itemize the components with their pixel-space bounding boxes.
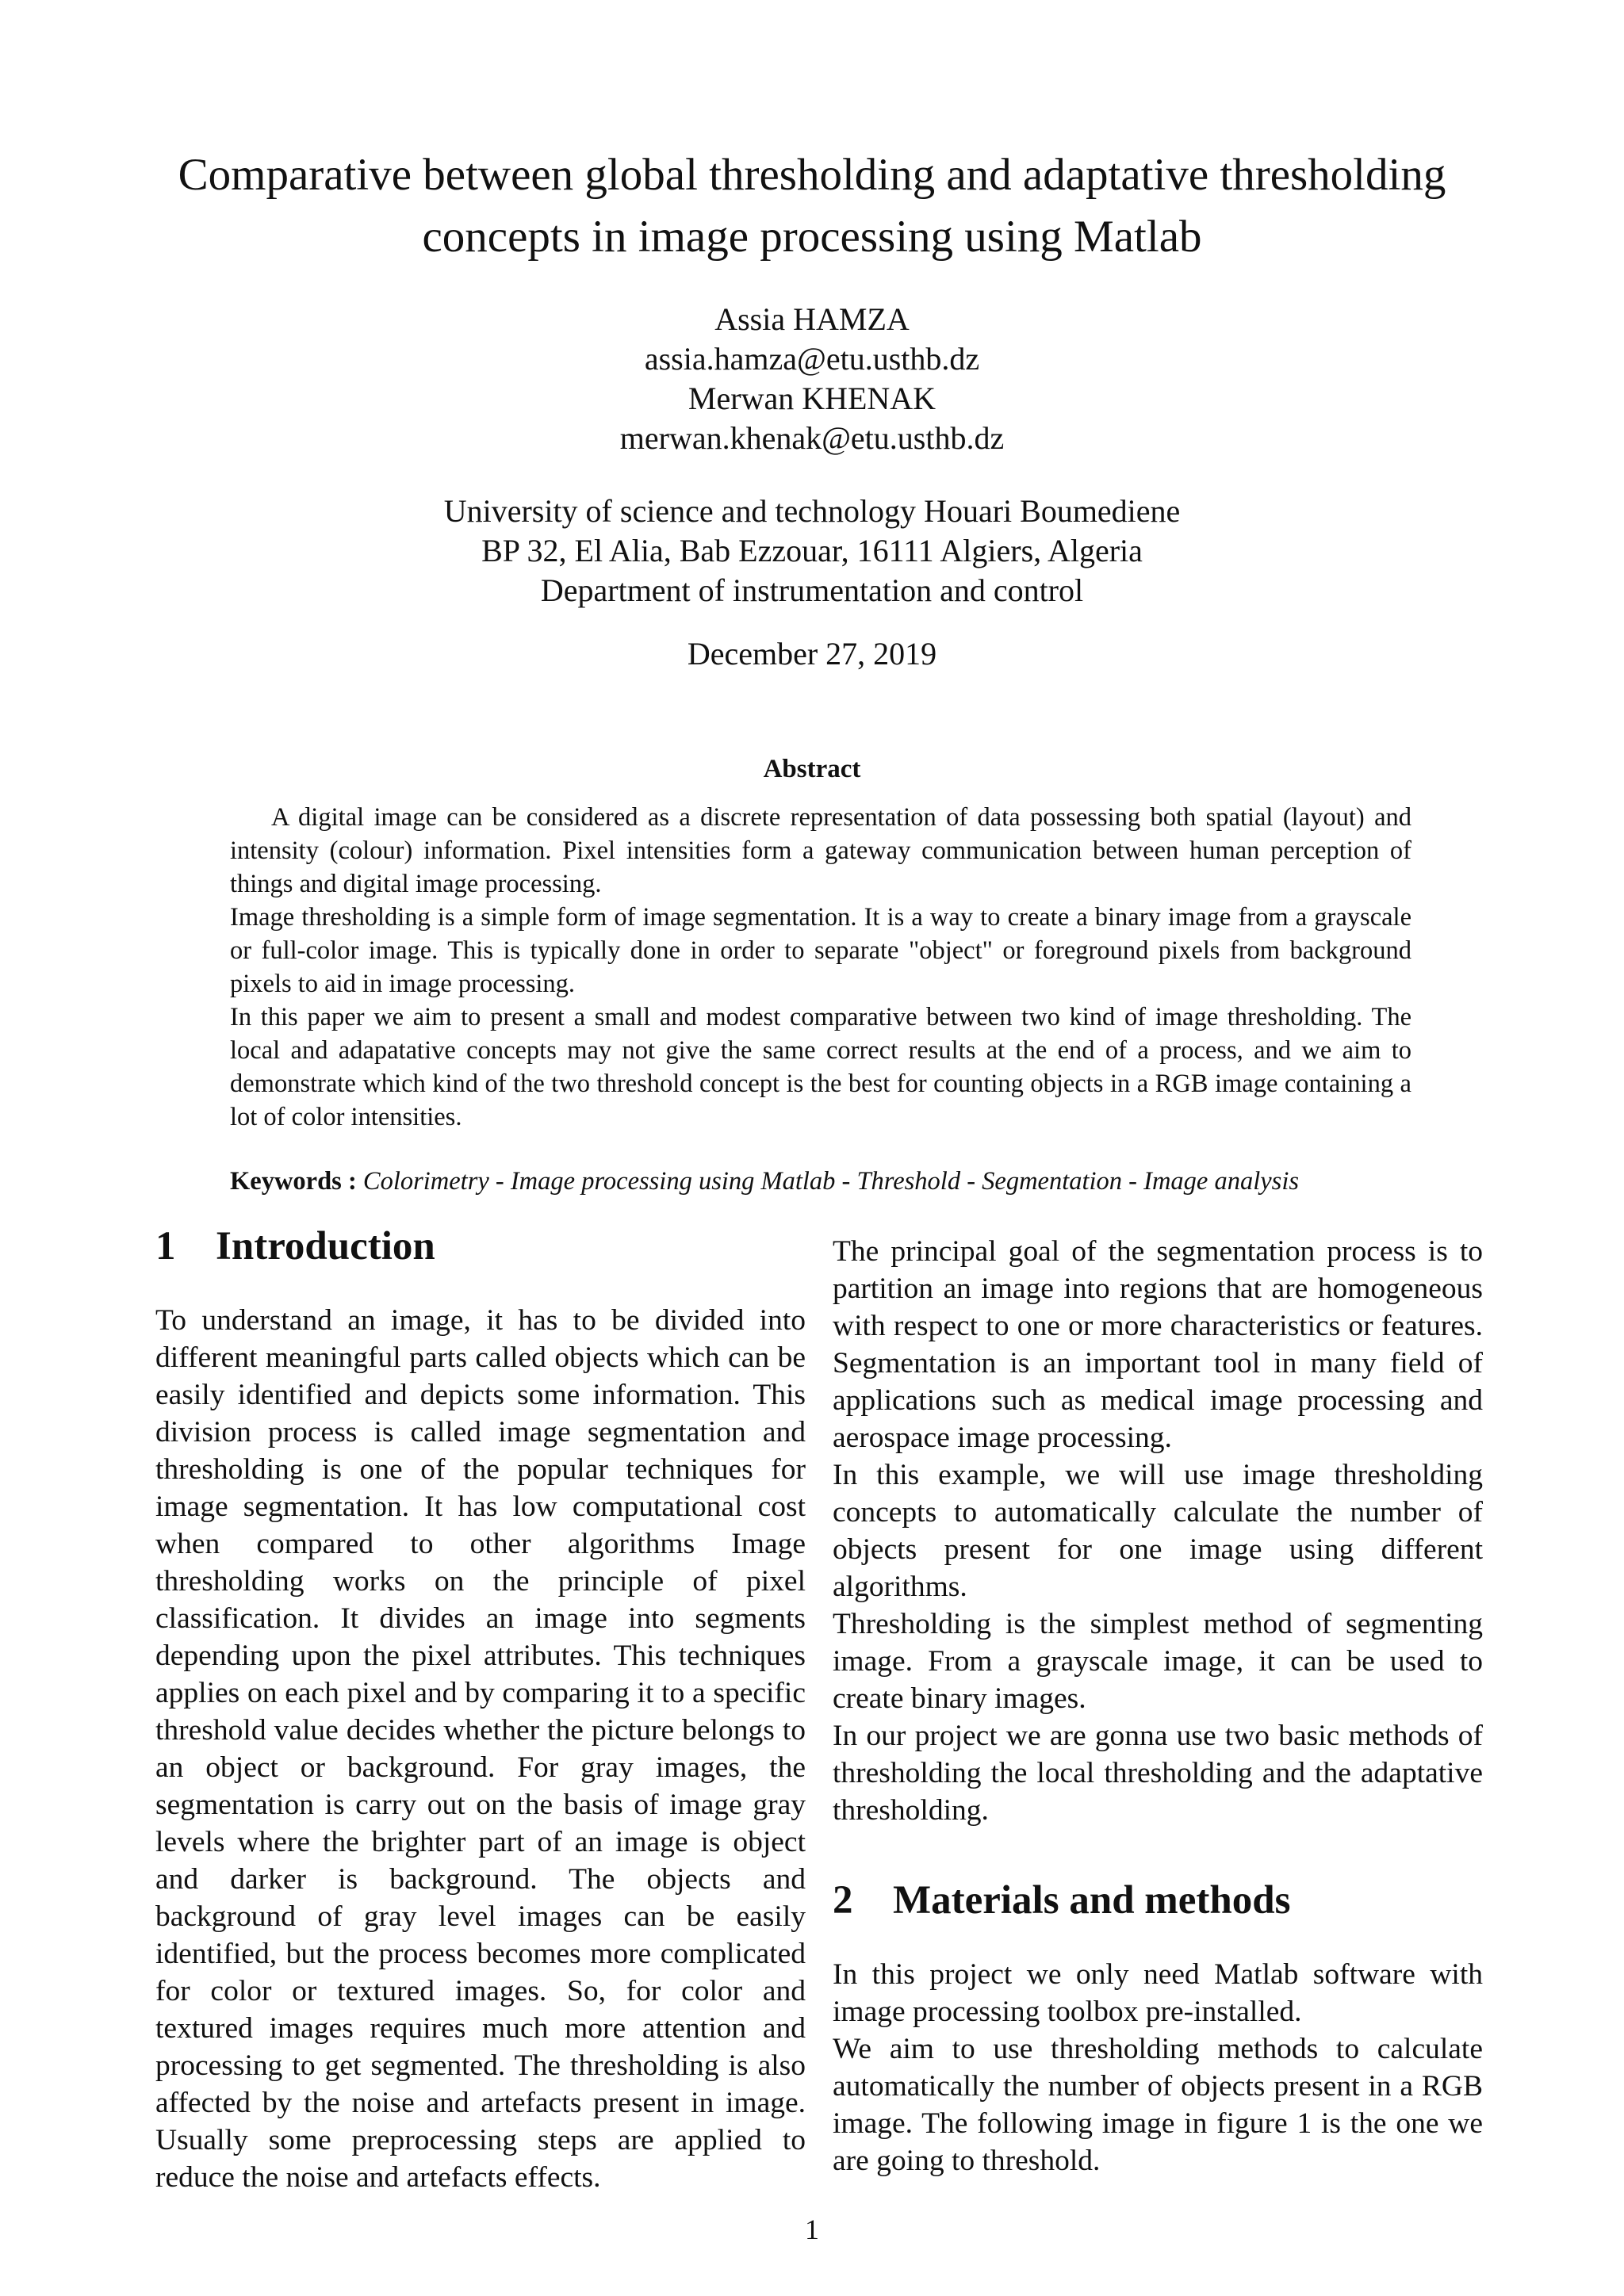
author-email: assia.hamza@etu.usthb.dz <box>644 341 980 377</box>
keywords-text: Colorimetry - Image processing using Matlab - Threshold - Segmentation - Image analysis <box>362 1167 1299 1196</box>
author-email: merwan.khenak@etu.usthb.dz <box>619 420 1005 456</box>
abstract-paragraph: Image thresholding is a simple form of image segmentation. It is a way to create a binary image from a grayscale or full-color image. This is typically done in order to separate "object" or foreground pixels from background pixels to aid in image processing. <box>230 903 1411 998</box>
section-heading-materials-and-methods <box>833 1875 1483 1926</box>
abstract-paragraph: A digital image can be considered as a discrete representation of data possessing both spatial (layout) and intensity (colour) information. Pixel intensities form a gateway communication between human perception of things and digital image processing. <box>230 803 1411 898</box>
abstract-paragraph: In this paper we aim to present a small and modest comparative between two kind of image thresholding. The local and adapatative concepts may not give the same correct results at the end of a process, and we aim to demonstrate which kind of the two threshold concept is the best for counting objects in a RGB image containing a lot of color intensities. <box>230 1003 1411 1131</box>
body-paragraph: Thresholding is the simplest method of segmenting image. From a grayscale image, it can be used to create binary images. <box>833 1608 1483 1715</box>
section-number: 2 <box>833 1878 853 1923</box>
body-paragraph: To understand an image, it has to be divided into different meaningful parts called objects which can be easily identified and depicts some information. This division process is called image segmentation and thresholding is one of the popular techniques for image segmentation. It has low computational cost when compared to other algorithms Image thresholding works on the principle of pixel classification. It divides an image into segments depending upon the pixel attributes. This techniques applies on each pixel and by comparing it to a specific threshold value decides whether the picture belongs to an object or background. For gray images, the segmentation is carry out on the basis of image gray levels where the brighter part of an image is object and darker is background. The objects and background of gray level images can be easily identified, but the process becomes more complicated for color or textured images. So, for color and textured images requires much more attention and processing to get segmented. The thresholding is also affected by the noise and artefacts present in image. Usually some preprocessing steps are applied to reduce the noise and artefacts effects. <box>155 1304 806 2194</box>
abstract-heading: Abstract <box>763 755 861 783</box>
body-paragraph: We aim to use thresholding methods to calculate automatically the number of objects present in a RGB image. The following image in figure 1 is the one we are going to threshold. <box>833 2033 1483 2177</box>
author-name: Assia HAMZA <box>714 301 910 337</box>
keywords-line <box>230 1164 1435 1199</box>
section-title: Materials and methods <box>893 1878 1291 1923</box>
keywords-label: Keywords : <box>230 1167 357 1196</box>
author-block <box>119 300 1505 458</box>
section-number: 1 <box>155 1224 176 1269</box>
page-number: 1 <box>805 2214 819 2245</box>
abstract-body <box>230 801 1411 1134</box>
author-name: Merwan KHENAK <box>688 381 936 416</box>
section-heading-introduction <box>155 1221 806 1272</box>
body-paragraph: In our project we are gonna use two basic methods of thresholding the local thresholding and the adaptative thresholding. <box>833 1720 1483 1827</box>
body-paragraph: The principal goal of the segmentation process is to partition an image into regions that are homogeneous with respect to one or more characteristics or features. Segmentation is an important tool in many field of applications such as medical image processing and aerospace image processing. <box>833 1235 1483 1454</box>
paper-title: Comparative between global thresholding and adaptative thresholding concepts in image processing using Matlab <box>178 150 1446 262</box>
paper-date: December 27, 2019 <box>687 636 937 672</box>
affiliation-university: University of science and technology Houari Boumediene <box>443 493 1181 529</box>
left-column <box>155 1221 806 2196</box>
right-column <box>833 1233 1483 2179</box>
affiliation-block <box>119 492 1505 610</box>
affiliation-address: BP 32, El Alia, Bab Ezzouar, 16111 Algiers, Algeria <box>481 533 1143 568</box>
body-paragraph: In this example, we will use image thresholding concepts to automatically calculate the number of objects present for one image using different algorithms. <box>833 1459 1483 1603</box>
affiliation-department: Department of instrumentation and control <box>540 572 1084 608</box>
body-paragraph: In this project we only need Matlab software with image processing toolbox pre-installed. <box>833 1958 1483 2028</box>
section-title: Introduction <box>216 1224 435 1269</box>
